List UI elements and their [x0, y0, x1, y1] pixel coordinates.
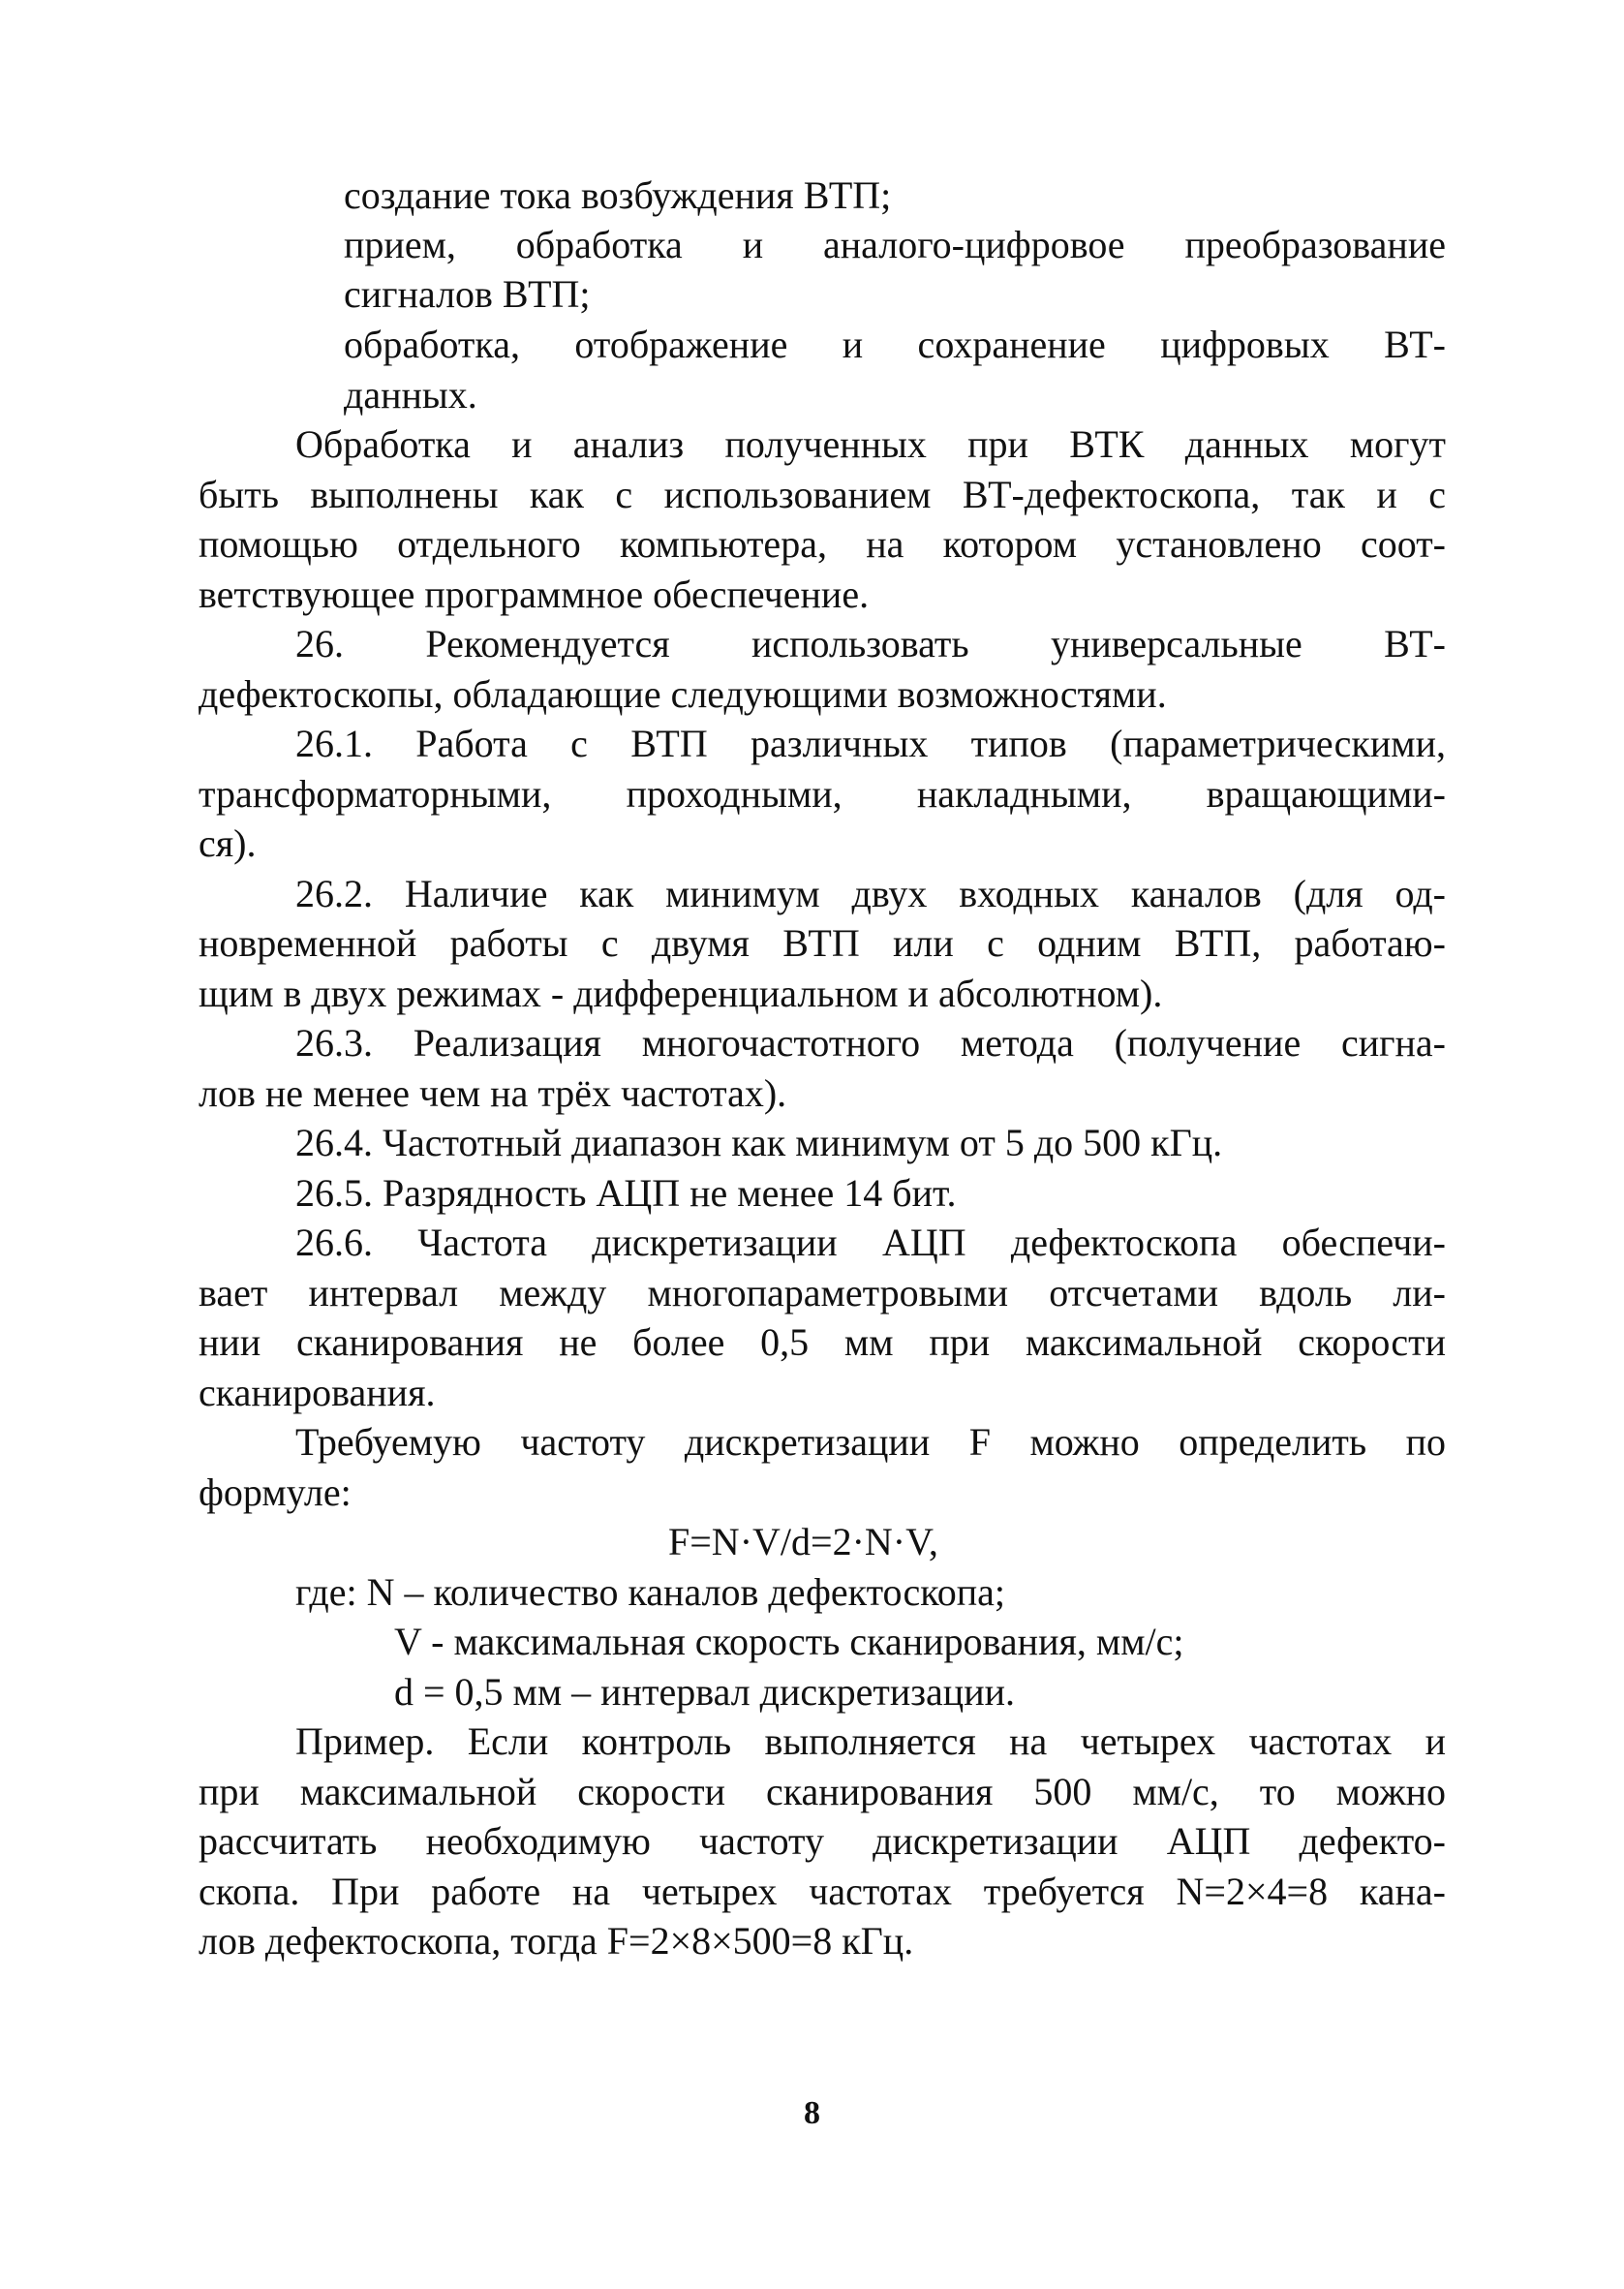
text-line: трансформаторными, проходными, накладными, вращающими-: [199, 772, 1446, 816]
text-line: вает интервал между многопараметровыми отсчетами вдоль ли-: [199, 1271, 1446, 1315]
text-line: лов не менее чем на трёх частотах).: [199, 1071, 787, 1115]
formula-legend-line: V - максимальная скорость сканирования, мм/с;: [394, 1620, 1184, 1663]
text-line: ся).: [199, 821, 257, 865]
text-line: помощью отдельного компьютера, на котором установлено соот-: [199, 522, 1446, 566]
text-line: Обработка и анализ полученных при ВТК данных могут: [295, 422, 1446, 466]
formula-legend-line: где: N – количество каналов дефектоскопа;: [295, 1570, 1005, 1614]
text-line: нии сканирования не более 0,5 мм при максимальной скорости: [199, 1320, 1446, 1364]
text-line: Пример. Если контроль выполняется на четырех частотах и: [295, 1719, 1446, 1763]
text-line: сканирования.: [199, 1371, 436, 1414]
text-line: лов дефектоскопа, тогда F=2×8×500=8 кГц.: [199, 1919, 914, 1963]
text-line: быть выполнены как с использованием ВТ-дефектоскопа, так и с: [199, 473, 1446, 516]
page-number: 8: [804, 2095, 820, 2131]
text-line: формуле:: [199, 1470, 352, 1514]
text-line: ветствующее программное обеспечение.: [199, 572, 870, 616]
text-line: данных.: [344, 373, 477, 417]
text-line: 26.2. Наличие как минимум двух входных каналов (для од-: [295, 872, 1446, 915]
text-line: 26.3. Реализация многочастотного метода (получение сигна-: [295, 1021, 1446, 1065]
text-line: щим в двух режимах - дифференциальном и абсолютном).: [199, 972, 1163, 1015]
text-line: сигналов ВТП;: [344, 272, 591, 316]
text-line: 26.5. Разрядность АЦП не менее 14 бит.: [295, 1171, 957, 1215]
text-line: 26.1. Работа с ВТП различных типов (параметрическими,: [295, 722, 1446, 765]
text-line: прием, обработка и аналого-цифровое преобразование: [344, 223, 1446, 266]
text-line: 26.6. Частота дискретизации АЦП дефектоскопа обеспечи-: [295, 1221, 1446, 1264]
text-line: рассчитать необходимую частоту дискретизации АЦП дефекто-: [199, 1819, 1446, 1863]
text-line: дефектоскопы, обладающие следующими возможностями.: [199, 672, 1167, 716]
text-line: при максимальной скорости сканирования 500 мм/с, то можно: [199, 1770, 1446, 1813]
formula-legend-line: d = 0,5 мм – интервал дискретизации.: [394, 1670, 1016, 1714]
text-line: 26. Рекомендуется использовать универсальные ВТ-: [295, 622, 1446, 665]
text-line: Требуемую частоту дискретизации F можно определить по: [295, 1420, 1446, 1464]
text-line: новременной работы с двумя ВТП или с одним ВТП, работаю-: [199, 921, 1446, 965]
text-line: обработка, отображение и сохранение цифровых ВТ-: [344, 323, 1446, 366]
text-line: 26.4. Частотный диапазон как минимум от 5 до 500 кГц.: [295, 1121, 1223, 1164]
text-line: скопа. При работе на четырех частотах требуется N=2×4=8 кана-: [199, 1870, 1446, 1913]
text-line: создание тока возбуждения ВТП;: [344, 173, 892, 217]
formula: F=N·V/d=2·N·V,: [668, 1520, 938, 1563]
